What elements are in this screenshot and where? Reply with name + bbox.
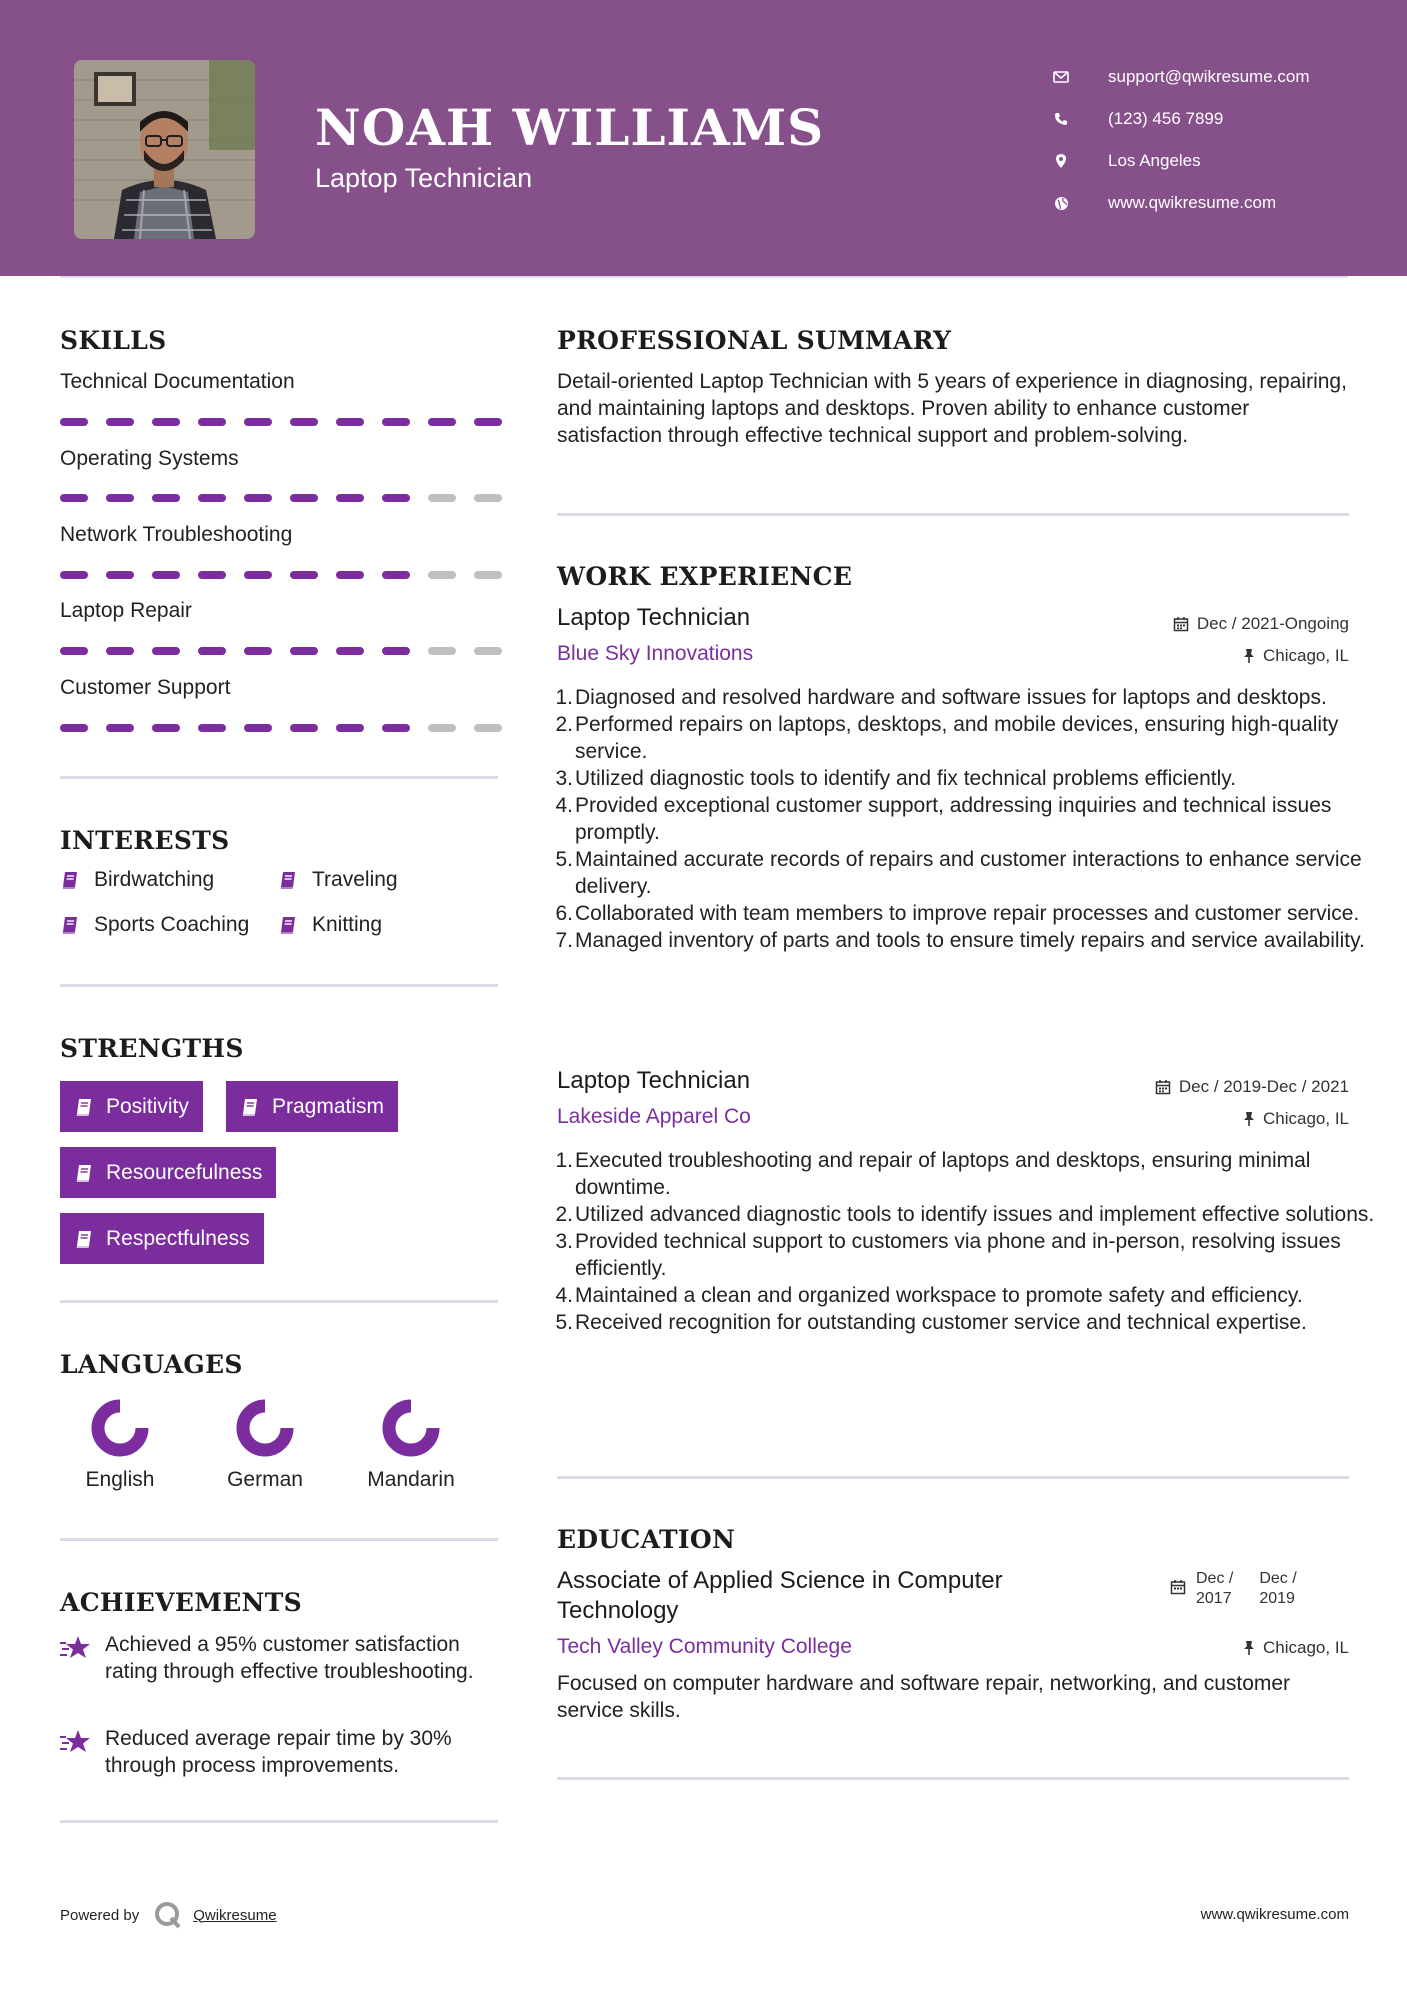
book-icon [74, 1097, 94, 1117]
section-divider [557, 1777, 1349, 1780]
achievements-heading: ACHIEVEMENTS [60, 1588, 302, 1617]
education-dates [1170, 1569, 1297, 1609]
interest-item [60, 913, 249, 937]
degree-line-2: Technology [557, 1597, 679, 1624]
job-location [1243, 1109, 1349, 1129]
language-name: English [85, 1468, 155, 1491]
section-divider [60, 1820, 498, 1823]
education-heading: EDUCATION [557, 1525, 736, 1554]
section-divider [60, 1300, 498, 1303]
skills-heading: SKILLS [60, 326, 167, 355]
skill-dot-filled [290, 418, 318, 426]
skill-dot-filled [336, 571, 364, 579]
book-icon [240, 1097, 260, 1117]
job-bullet: Maintained a clean and organized workspace to promote safety and efficiency. [575, 1284, 1303, 1307]
language-item [205, 1396, 325, 1492]
job-dates-text: Dec / 2021-Ongoing [1196, 614, 1349, 633]
interest-item [60, 868, 214, 892]
skill-name: Operating Systems [60, 447, 239, 470]
book-icon [60, 915, 80, 935]
globe-icon [1050, 194, 1072, 212]
skill-dot-empty [428, 647, 456, 655]
section-divider [60, 984, 498, 987]
education-location [1243, 1638, 1349, 1658]
education-start-month: Dec / [1196, 1570, 1234, 1587]
interest-label: Traveling [312, 868, 398, 891]
skill-dot-empty [428, 724, 456, 732]
section-divider [60, 1538, 498, 1541]
skill-dot-filled [152, 494, 180, 502]
skill-dot-filled [106, 571, 134, 579]
job-location [1243, 646, 1349, 666]
job-bullet: Managed inventory of parts and tools to ensure timely repairs and service availability. [575, 929, 1365, 952]
skill-dot-filled [382, 724, 410, 732]
contact-phone-text: (123) 456 7899 [1108, 109, 1224, 128]
languages-heading: LANGUAGES [60, 1350, 243, 1379]
header-divider [60, 276, 1348, 278]
strength-label: Resourcefulness [106, 1160, 263, 1184]
book-icon [60, 870, 80, 890]
skill-dot-filled [106, 494, 134, 502]
candidate-name: NOAH WILLIAMS [315, 98, 825, 157]
skill-dot-filled [382, 647, 410, 655]
skill-dot-filled [106, 724, 134, 732]
skill-name: Technical Documentation [60, 370, 295, 393]
achievement-text: Reduced average repair time by 30% through process improvements. [105, 1727, 452, 1777]
skill-rating [60, 418, 520, 426]
skill-dot-filled [198, 724, 226, 732]
company-name: Blue Sky Innovations [557, 642, 754, 665]
degree-line-1: Associate of Applied Science in Computer [557, 1567, 1003, 1594]
skill-dot-empty [474, 647, 502, 655]
job-bullet: Diagnosed and resolved hardware and software issues for laptops and desktops. [575, 686, 1327, 709]
book-icon [278, 870, 298, 890]
skill-dot-empty [474, 724, 502, 732]
job-bullet: Utilized diagnostic tools to identify and fix technical problems efficiently. [575, 767, 1237, 790]
interest-label: Sports Coaching [94, 913, 250, 936]
skill-dot-filled [290, 494, 318, 502]
job-dates [1155, 1077, 1349, 1097]
education-end [1259, 1569, 1296, 1609]
skill-dot-filled [336, 724, 364, 732]
skill-name: Laptop Repair [60, 599, 192, 622]
language-item [60, 1396, 180, 1492]
star-icon [60, 1631, 105, 1685]
job-responsibilities [557, 684, 1375, 954]
book-icon [74, 1229, 94, 1249]
pushpin-icon [1243, 1640, 1255, 1656]
job-location-text: Chicago, IL [1263, 1109, 1349, 1128]
skill-dot-filled [336, 418, 364, 426]
skill-dot-filled [198, 494, 226, 502]
powered-by-label: Powered by [60, 1906, 140, 1924]
skill-dot-filled [152, 418, 180, 426]
skill-dot-filled [60, 724, 88, 732]
job-responsibilities [557, 1147, 1375, 1336]
location-pin-icon [1050, 152, 1072, 170]
skill-dot-filled [152, 571, 180, 579]
powered-by [60, 1900, 277, 1930]
skill-dot-filled [60, 647, 88, 655]
strengths-heading: STRENGTHS [60, 1034, 244, 1063]
job-bullet: Collaborated with team members to improve repair processes and customer service. [575, 902, 1360, 925]
skill-dot-empty [474, 571, 502, 579]
achievement-text: Achieved a 95% customer satisfaction rating through effective troubleshooting. [105, 1633, 474, 1683]
language-item [351, 1396, 471, 1492]
job-bullet: Utilized advanced diagnostic tools to identify issues and implement effective solutions. [575, 1203, 1375, 1226]
skill-dot-filled [428, 418, 456, 426]
interests-heading: INTERESTS [60, 826, 230, 855]
footer-website[interactable]: www.qwikresume.com [1200, 1906, 1349, 1923]
skill-rating [60, 724, 520, 732]
skill-dot-filled [244, 647, 272, 655]
skill-name: Customer Support [60, 676, 231, 699]
language-proficiency-ring [379, 1396, 443, 1460]
calendar-icon [1170, 1569, 1186, 1595]
book-icon [278, 915, 298, 935]
skill-dot-filled [60, 571, 88, 579]
candidate-role: Laptop Technician [315, 163, 533, 193]
job-bullet: Executed troubleshooting and repair of laptops and desktops, ensuring minimal downtime. [575, 1149, 1311, 1199]
education-end-year: 2019 [1259, 1590, 1295, 1607]
strength-tag [60, 1147, 276, 1198]
interest-label: Knitting [312, 913, 383, 936]
strength-label: Pragmatism [272, 1094, 385, 1118]
interest-item [278, 913, 382, 937]
skill-dot-empty [474, 494, 502, 502]
summary-heading: PROFESSIONAL SUMMARY [557, 326, 952, 355]
envelope-icon [1050, 68, 1072, 86]
phone-icon [1050, 110, 1072, 128]
contact-email-text: support@qwikresume.com [1108, 67, 1310, 86]
calendar-icon [1155, 1079, 1171, 1095]
achievement-item [60, 1631, 500, 1685]
job-bullet: Provided exceptional customer support, addressing inquiries and technical issues promptly. [575, 794, 1332, 844]
education-end-month: Dec / [1259, 1570, 1297, 1587]
qwikresume-logo-icon [153, 1900, 183, 1930]
skill-dot-filled [106, 647, 134, 655]
skill-dot-filled [290, 724, 318, 732]
star-icon [60, 1725, 105, 1779]
education-description: Focused on computer hardware and software repair, networking, and customer service skills. [557, 1672, 1291, 1722]
pushpin-icon [1243, 648, 1255, 664]
skill-dot-empty [428, 571, 456, 579]
skill-name: Network Troubleshooting [60, 523, 293, 546]
contact-email[interactable] [1050, 56, 1310, 98]
strength-tag [226, 1081, 398, 1132]
language-name: German [227, 1468, 303, 1491]
job-location-text: Chicago, IL [1263, 646, 1349, 665]
strength-label: Positivity [106, 1094, 189, 1118]
skill-dot-filled [244, 571, 272, 579]
strength-tag [60, 1213, 264, 1264]
contact-list [1050, 56, 1310, 224]
skill-dot-filled [106, 418, 134, 426]
job-dates-text: Dec / 2019-Dec / 2021 [1178, 1077, 1349, 1096]
skill-dot-filled [198, 571, 226, 579]
strength-tag [60, 1081, 203, 1132]
contact-phone[interactable] [1050, 98, 1310, 140]
skill-dot-filled [60, 418, 88, 426]
interest-label: Birdwatching [94, 868, 215, 891]
skill-dot-filled [336, 494, 364, 502]
skill-dot-empty [428, 494, 456, 502]
company-name: Lakeside Apparel Co [557, 1105, 751, 1128]
skill-dot-filled [152, 647, 180, 655]
degree-title [557, 1566, 1003, 1626]
skill-dot-filled [198, 418, 226, 426]
achievement-item [60, 1725, 500, 1779]
skill-rating [60, 494, 520, 502]
skill-rating [60, 571, 520, 579]
contact-location-text: Los Angeles [1108, 151, 1201, 170]
job-bullet: Performed repairs on laptops, desktops, and mobile devices, ensuring high-quality service. [575, 713, 1339, 763]
skill-dot-filled [60, 494, 88, 502]
section-divider [60, 776, 498, 779]
calendar-icon [1173, 616, 1189, 632]
skill-dot-filled [244, 724, 272, 732]
language-proficiency-ring [233, 1396, 297, 1460]
job-title: Laptop Technician [557, 1067, 751, 1094]
job-bullet: Received recognition for outstanding customer service and technical expertise. [575, 1311, 1307, 1334]
school-name: Tech Valley Community College [557, 1635, 852, 1658]
book-icon [74, 1163, 94, 1183]
education-location-text: Chicago, IL [1263, 1638, 1349, 1657]
skill-dot-filled [244, 494, 272, 502]
skill-dot-filled [198, 647, 226, 655]
skill-dot-filled [382, 418, 410, 426]
resume-header [0, 0, 1407, 276]
skill-dot-filled [382, 494, 410, 502]
education-start-year: 2017 [1196, 1590, 1232, 1607]
summary-text: Detail-oriented Laptop Technician with 5 years of experience in diagnosing, repairing, and maintaining laptops and desktops. Proven ability to enhance customer satisfaction through effective technical support and problem-solving. [557, 370, 1347, 447]
skill-dot-filled [290, 571, 318, 579]
job-bullet: Provided technical support to customers via phone and in-person, resolving issues efficiently. [575, 1230, 1341, 1280]
contact-website-text: www.qwikresume.com [1108, 193, 1277, 212]
section-divider [557, 1476, 1349, 1479]
skill-dot-filled [244, 418, 272, 426]
strength-label: Respectfulness [106, 1226, 250, 1250]
job-dates [1173, 614, 1349, 634]
skill-dot-filled [336, 647, 364, 655]
education-start [1196, 1569, 1233, 1609]
skill-dot-filled [382, 571, 410, 579]
language-level-arc [243, 1406, 287, 1450]
profile-photo [74, 60, 255, 239]
interest-item [278, 868, 398, 892]
language-level-arc [98, 1406, 142, 1450]
job-title: Laptop Technician [557, 604, 751, 631]
language-level-arc [389, 1406, 433, 1450]
skill-dot-filled [290, 647, 318, 655]
section-divider [557, 513, 1349, 516]
job-bullet: Maintained accurate records of repairs and customer interactions to enhance service delivery. [575, 848, 1362, 898]
contact-website[interactable] [1050, 182, 1310, 224]
qwikresume-link[interactable]: Qwikresume [193, 1906, 277, 1924]
language-proficiency-ring [88, 1396, 152, 1460]
skill-rating [60, 647, 520, 655]
experience-heading: WORK EXPERIENCE [557, 562, 853, 591]
skill-dot-filled [474, 418, 502, 426]
contact-location [1050, 140, 1310, 182]
skill-dot-filled [152, 724, 180, 732]
language-name: Mandarin [367, 1468, 455, 1491]
pushpin-icon [1243, 1111, 1255, 1127]
